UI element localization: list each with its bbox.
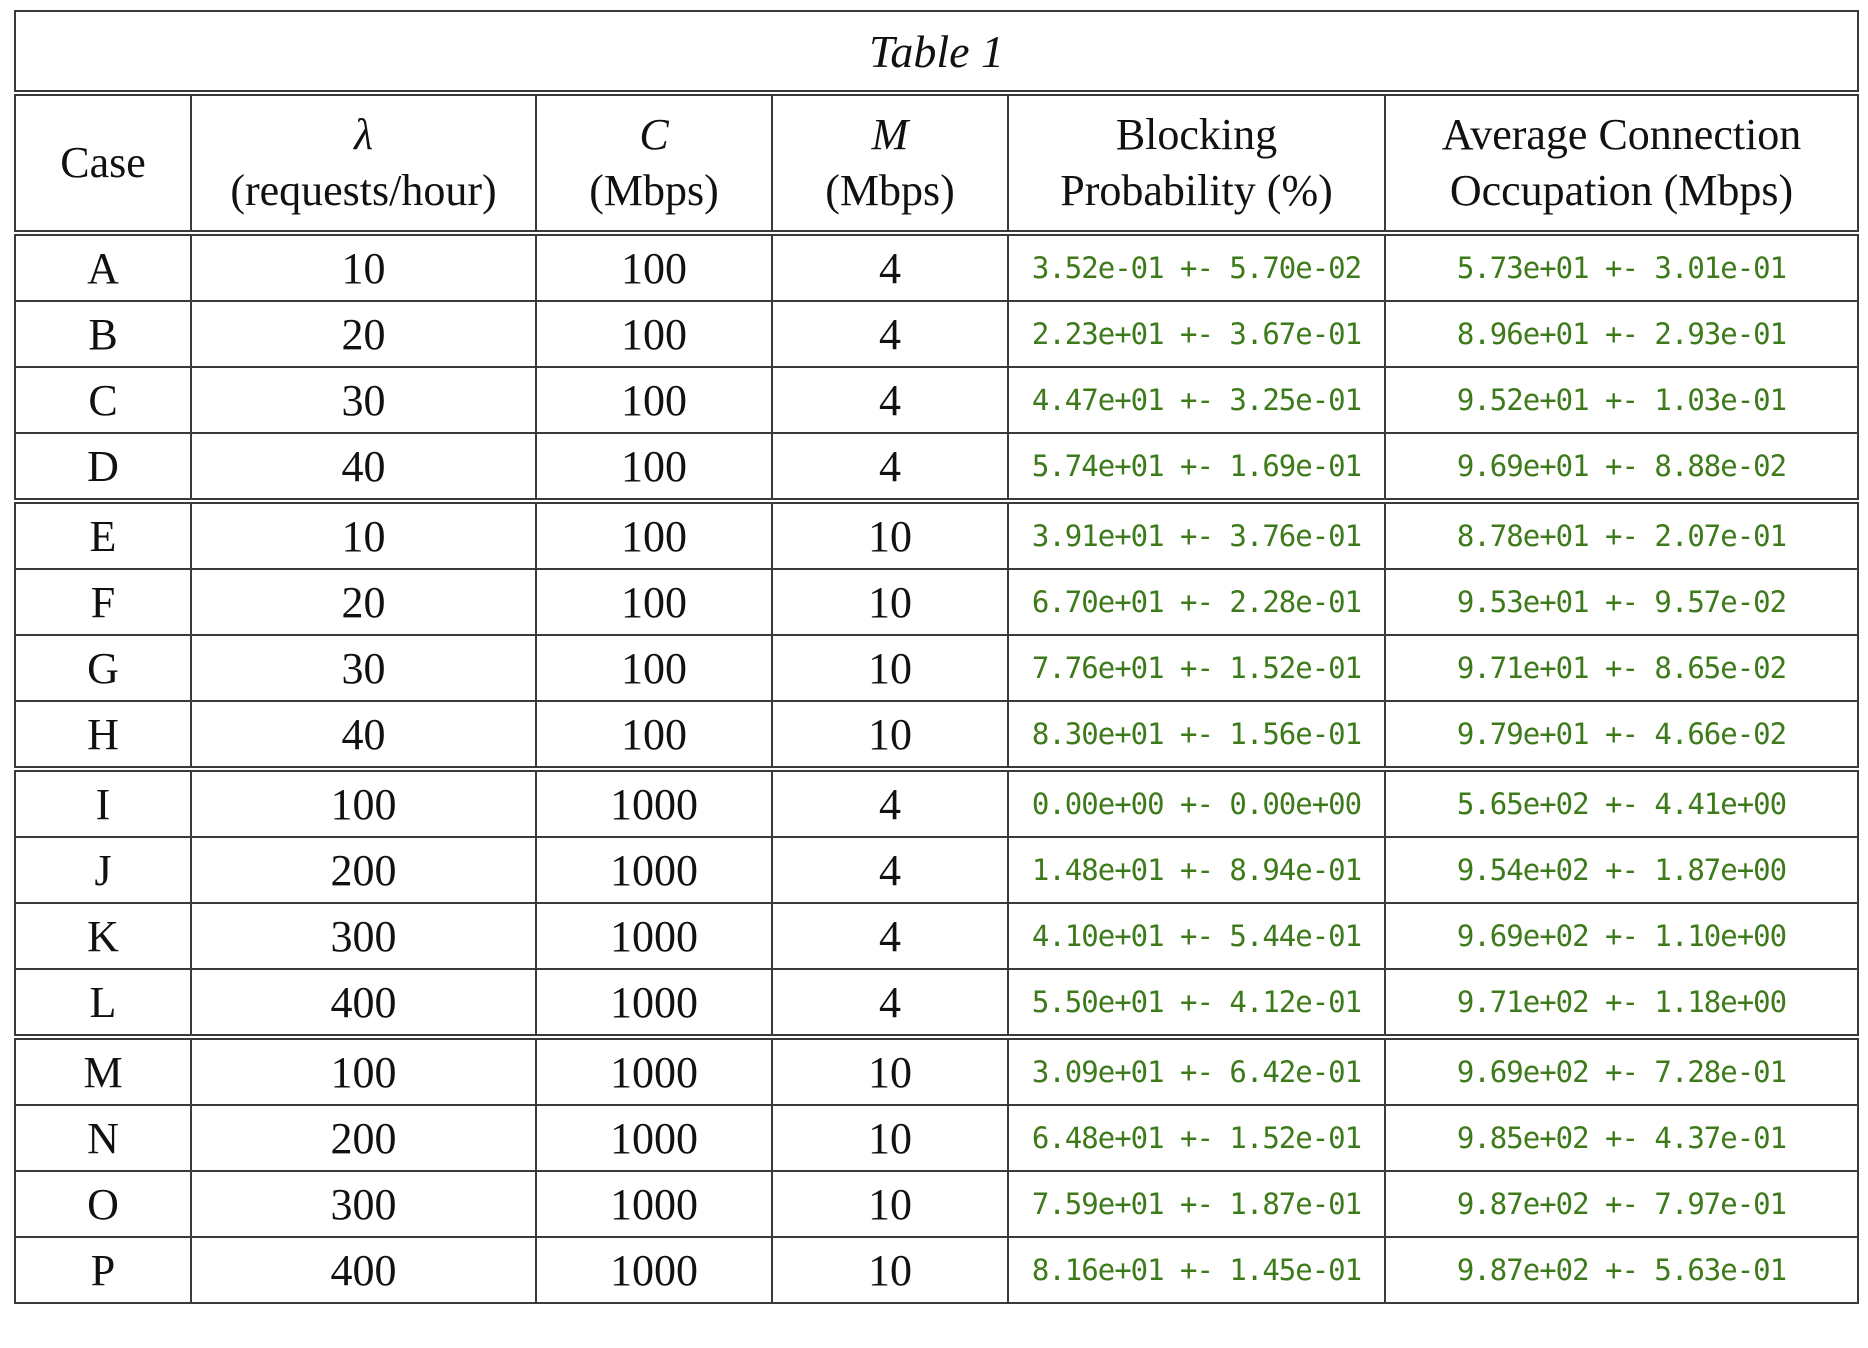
header-blocking-line1: Blocking (1115, 110, 1278, 159)
cell-capacity: 100 (536, 501, 772, 569)
cell-case: C (15, 367, 191, 433)
cell-occupation: 8.96e+01 +- 2.93e-01 (1385, 301, 1858, 367)
cell-case: J (15, 837, 191, 903)
table-row (15, 1037, 1858, 1105)
table-row (15, 1237, 1858, 1303)
table-header-row (15, 93, 1858, 233)
cell-capacity: 100 (536, 635, 772, 701)
table-row (15, 501, 1858, 569)
cell-capacity: 1000 (536, 969, 772, 1037)
cell-lambda: 40 (191, 433, 536, 501)
cell-m: 4 (772, 903, 1008, 969)
cell-case: I (15, 769, 191, 837)
cell-m: 4 (772, 969, 1008, 1037)
cell-m: 10 (772, 501, 1008, 569)
header-blocking (1008, 93, 1385, 233)
cell-lambda: 200 (191, 837, 536, 903)
table-row (15, 1171, 1858, 1237)
cell-case: K (15, 903, 191, 969)
cell-lambda: 300 (191, 903, 536, 969)
cell-capacity: 1000 (536, 903, 772, 969)
cell-capacity: 1000 (536, 1171, 772, 1237)
cell-blocking: 0.00e+00 +- 0.00e+00 (1008, 769, 1385, 837)
cell-lambda: 10 (191, 501, 536, 569)
cell-occupation: 9.69e+01 +- 8.88e-02 (1385, 433, 1858, 501)
cell-case: D (15, 433, 191, 501)
cell-lambda: 20 (191, 569, 536, 635)
cell-case: G (15, 635, 191, 701)
cell-occupation: 9.87e+02 +- 7.97e-01 (1385, 1171, 1858, 1237)
cell-m: 10 (772, 1037, 1008, 1105)
cell-capacity: 1000 (536, 769, 772, 837)
cell-m: 4 (772, 433, 1008, 501)
table-row (15, 837, 1858, 903)
header-m (772, 93, 1008, 233)
header-lambda-unit: (requests/hour) (230, 166, 497, 215)
header-occupation-line1: Average Connection (1441, 110, 1802, 159)
cell-blocking: 3.52e-01 +- 5.70e-02 (1008, 233, 1385, 301)
cell-case: F (15, 569, 191, 635)
cell-occupation: 9.87e+02 +- 5.63e-01 (1385, 1237, 1858, 1303)
table-row (15, 635, 1858, 701)
cell-occupation: 9.53e+01 +- 9.57e-02 (1385, 569, 1858, 635)
cell-blocking: 6.70e+01 +- 2.28e-01 (1008, 569, 1385, 635)
cell-capacity: 100 (536, 233, 772, 301)
cell-occupation: 9.71e+01 +- 8.65e-02 (1385, 635, 1858, 701)
cell-lambda: 10 (191, 233, 536, 301)
results-table-container (14, 10, 1857, 1304)
table-row (15, 367, 1858, 433)
header-capacity (536, 93, 772, 233)
cell-occupation: 9.69e+02 +- 7.28e-01 (1385, 1037, 1858, 1105)
cell-lambda: 40 (191, 701, 536, 769)
cell-case: H (15, 701, 191, 769)
results-table (14, 10, 1859, 1304)
cell-lambda: 20 (191, 301, 536, 367)
header-case: Case (15, 93, 191, 233)
cell-m: 10 (772, 1105, 1008, 1171)
table-row (15, 1105, 1858, 1171)
cell-lambda: 400 (191, 1237, 536, 1303)
cell-blocking: 5.74e+01 +- 1.69e-01 (1008, 433, 1385, 501)
cell-case: M (15, 1037, 191, 1105)
cell-lambda: 30 (191, 367, 536, 433)
cell-blocking: 2.23e+01 +- 3.67e-01 (1008, 301, 1385, 367)
cell-occupation: 9.69e+02 +- 1.10e+00 (1385, 903, 1858, 969)
cell-m: 4 (772, 233, 1008, 301)
cell-capacity: 1000 (536, 1037, 772, 1105)
cell-m: 10 (772, 569, 1008, 635)
header-m-symbol: M (871, 110, 909, 159)
cell-m: 4 (772, 367, 1008, 433)
cell-blocking: 7.59e+01 +- 1.87e-01 (1008, 1171, 1385, 1237)
cell-capacity: 100 (536, 701, 772, 769)
cell-blocking: 5.50e+01 +- 4.12e-01 (1008, 969, 1385, 1037)
cell-m: 4 (772, 769, 1008, 837)
cell-capacity: 100 (536, 301, 772, 367)
cell-blocking: 3.09e+01 +- 6.42e-01 (1008, 1037, 1385, 1105)
cell-occupation: 5.73e+01 +- 3.01e-01 (1385, 233, 1858, 301)
cell-m: 4 (772, 301, 1008, 367)
table-row (15, 301, 1858, 367)
header-capacity-unit: (Mbps) (589, 166, 719, 215)
table-row (15, 233, 1858, 301)
table-row (15, 433, 1858, 501)
table-title-row (15, 11, 1858, 93)
cell-occupation: 9.85e+02 +- 4.37e-01 (1385, 1105, 1858, 1171)
cell-blocking: 8.16e+01 +- 1.45e-01 (1008, 1237, 1385, 1303)
cell-case: B (15, 301, 191, 367)
cell-capacity: 1000 (536, 1105, 772, 1171)
cell-m: 10 (772, 1237, 1008, 1303)
cell-m: 4 (772, 837, 1008, 903)
cell-blocking: 4.47e+01 +- 3.25e-01 (1008, 367, 1385, 433)
table-row (15, 969, 1858, 1037)
cell-blocking: 7.76e+01 +- 1.52e-01 (1008, 635, 1385, 701)
cell-lambda: 100 (191, 769, 536, 837)
cell-occupation: 9.71e+02 +- 1.18e+00 (1385, 969, 1858, 1037)
cell-capacity: 100 (536, 433, 772, 501)
cell-lambda: 300 (191, 1171, 536, 1237)
table-row (15, 769, 1858, 837)
table-row (15, 701, 1858, 769)
header-capacity-symbol: C (639, 110, 669, 159)
cell-m: 10 (772, 1171, 1008, 1237)
cell-blocking: 3.91e+01 +- 3.76e-01 (1008, 501, 1385, 569)
cell-capacity: 1000 (536, 1237, 772, 1303)
cell-blocking: 4.10e+01 +- 5.44e-01 (1008, 903, 1385, 969)
cell-lambda: 30 (191, 635, 536, 701)
cell-m: 10 (772, 701, 1008, 769)
header-blocking-line2: Probability (%) (1060, 166, 1333, 215)
table-row (15, 903, 1858, 969)
cell-blocking: 6.48e+01 +- 1.52e-01 (1008, 1105, 1385, 1171)
table-row (15, 569, 1858, 635)
header-m-unit: (Mbps) (825, 166, 955, 215)
header-lambda (191, 93, 536, 233)
cell-lambda: 100 (191, 1037, 536, 1105)
cell-lambda: 200 (191, 1105, 536, 1171)
header-occupation (1385, 93, 1858, 233)
cell-blocking: 1.48e+01 +- 8.94e-01 (1008, 837, 1385, 903)
cell-capacity: 100 (536, 367, 772, 433)
cell-occupation: 5.65e+02 +- 4.41e+00 (1385, 769, 1858, 837)
cell-case: E (15, 501, 191, 569)
cell-case: N (15, 1105, 191, 1171)
cell-occupation: 8.78e+01 +- 2.07e-01 (1385, 501, 1858, 569)
table-body (15, 233, 1858, 1303)
cell-lambda: 400 (191, 969, 536, 1037)
cell-occupation: 9.54e+02 +- 1.87e+00 (1385, 837, 1858, 903)
cell-case: L (15, 969, 191, 1037)
header-lambda-symbol: λ (353, 110, 374, 159)
cell-occupation: 9.79e+01 +- 4.66e-02 (1385, 701, 1858, 769)
cell-occupation: 9.52e+01 +- 1.03e-01 (1385, 367, 1858, 433)
cell-m: 10 (772, 635, 1008, 701)
cell-capacity: 100 (536, 569, 772, 635)
cell-blocking: 8.30e+01 +- 1.56e-01 (1008, 701, 1385, 769)
header-occupation-line2: Occupation (Mbps) (1449, 166, 1794, 215)
table-title: Table 1 (15, 11, 1858, 93)
cell-case: P (15, 1237, 191, 1303)
cell-case: O (15, 1171, 191, 1237)
cell-capacity: 1000 (536, 837, 772, 903)
cell-case: A (15, 233, 191, 301)
